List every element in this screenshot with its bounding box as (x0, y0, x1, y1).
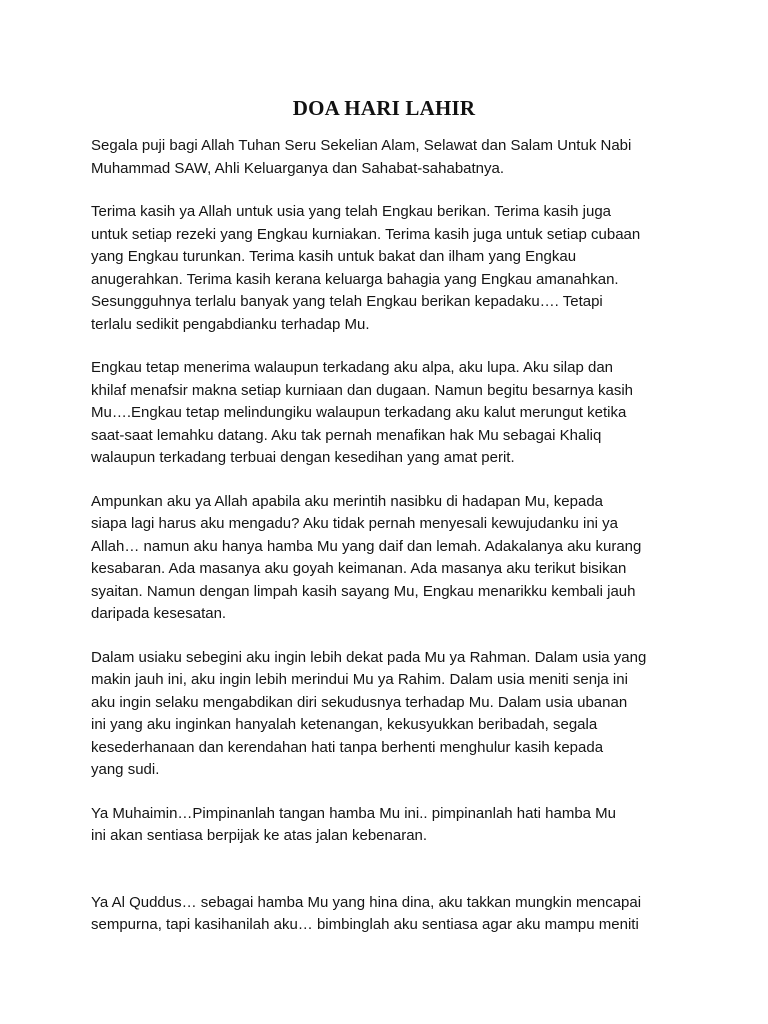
text-line: Muhammad SAW, Ahli Keluarganya dan Sahabat-sahabatnya. (91, 159, 505, 177)
text-line: syaitan. Namun dengan limpah kasih sayang Mu, Engkau menarikku kembali jauh (91, 582, 636, 600)
text-line: Ya Al Quddus… sebagai hamba Mu yang hina dina, aku takkan mungkin mencapai (91, 893, 642, 911)
text-line: Sesungguhnya terlalu banyak yang telah Engkau berikan kepadaku…. Tetapi (91, 293, 603, 310)
text-line: ini akan sentiasa berpijak ke atas jalan kebenaran. (91, 827, 428, 844)
text-line: daripada kesesatan. (91, 605, 227, 622)
text-line: Allah… namun aku hanya hamba Mu yang daif dan lemah. Adakalanya aku kurang (91, 537, 642, 555)
text-line: terlalu sedikit pengabdianku terhadap Mu. (91, 315, 370, 333)
document-title: DOA HARI LAHIR (292, 96, 476, 120)
text-line: kesederhanaan dan kerendahan hati tanpa berhenti menghulur kasih kepada (91, 738, 604, 756)
text-line: saat-saat lemahku datang. Aku tak pernah menafikan hak Mu sebagai Khaliq (91, 426, 602, 444)
text-line: yang sudi. (91, 761, 160, 778)
text-line: kesabaran. Ada masanya aku goyah keimanan. Ada masanya aku terikut bisikan (91, 560, 627, 577)
document-body (91, 135, 691, 937)
text-line: Terima kasih ya Allah untuk usia yang telah Engkau berikan. Terima kasih juga (91, 203, 612, 220)
text-line: makin jauh ini, aku ingin lebih merindui Mu ya Rahim. Dalam usia meniti senja ini (91, 671, 628, 688)
text-line: Segala puji bagi Allah Tuhan Seru Sekelian Alam, Selawat dan Salam Untuk Nabi (91, 137, 632, 154)
text-line: Ampunkan aku ya Allah apabila aku merintih nasibku di hadapan Mu, kepada (91, 492, 604, 510)
text-line: Dalam usiaku sebegini aku ingin lebih dekat pada Mu ya Rahman. Dalam usia yang (91, 648, 647, 666)
text-line: Mu….Engkau tetap melindungiku walaupun terkadang aku kalut merungut ketika (91, 404, 627, 421)
paragraph-gratitude (91, 201, 691, 336)
text-line: Ya Muhaimin…Pimpinanlah tangan hamba Mu ini.. pimpinanlah hati hamba Mu (91, 804, 617, 822)
paragraph-spacer (91, 782, 691, 803)
text-line: yang Engkau turunkan. Terima kasih untuk bakat dan ilham yang Engkau (91, 248, 577, 265)
text-line: aku ingin selaku mengabdikan diri sekudusnya terhadap Mu. Dalam usia ubanan (91, 693, 628, 711)
paragraph-spacer (91, 336, 691, 357)
paragraph-devotion (91, 647, 691, 782)
text-line: untuk setiap rezeki yang Engkau kurniakan. Terima kasih juga untuk setiap cubaan (91, 225, 641, 243)
paragraph-spacer (91, 180, 691, 201)
paragraph-al-quddus (91, 892, 691, 937)
paragraph-spacer (91, 626, 691, 647)
text-line: anugerahkan. Terima kasih kerana keluarga bahagia yang Engkau amanahkan. (91, 270, 619, 288)
paragraph-forgiveness (91, 491, 691, 626)
paragraph-acceptance (91, 357, 691, 470)
text-line: Engkau tetap menerima walaupun terkadang aku alpa, aku lupa. Aku silap dan (91, 359, 614, 376)
text-line: ini yang aku inginkan hanyalah ketenangan, kekusyukkan beribadah, segala (91, 716, 598, 733)
text-line: walaupun terkadang terbuai dengan kesedihan yang amat perit. (91, 449, 515, 466)
paragraph-spacer (91, 470, 691, 491)
text-line: sempurna, tapi kasihanilah aku… bimbinglah aku sentiasa agar aku mampu meniti (91, 916, 639, 933)
paragraph-opening (91, 135, 691, 180)
text-line: siapa lagi harus aku mengadu? Aku tidak pernah menyesali kewujudanku ini ya (91, 515, 618, 532)
paragraph-muhaimin (91, 803, 691, 848)
text-line: khilaf menafsir makna setiap kurniaan dan dugaan. Namun begitu besarnya kasih (91, 381, 633, 399)
paragraph-spacer (91, 848, 691, 892)
